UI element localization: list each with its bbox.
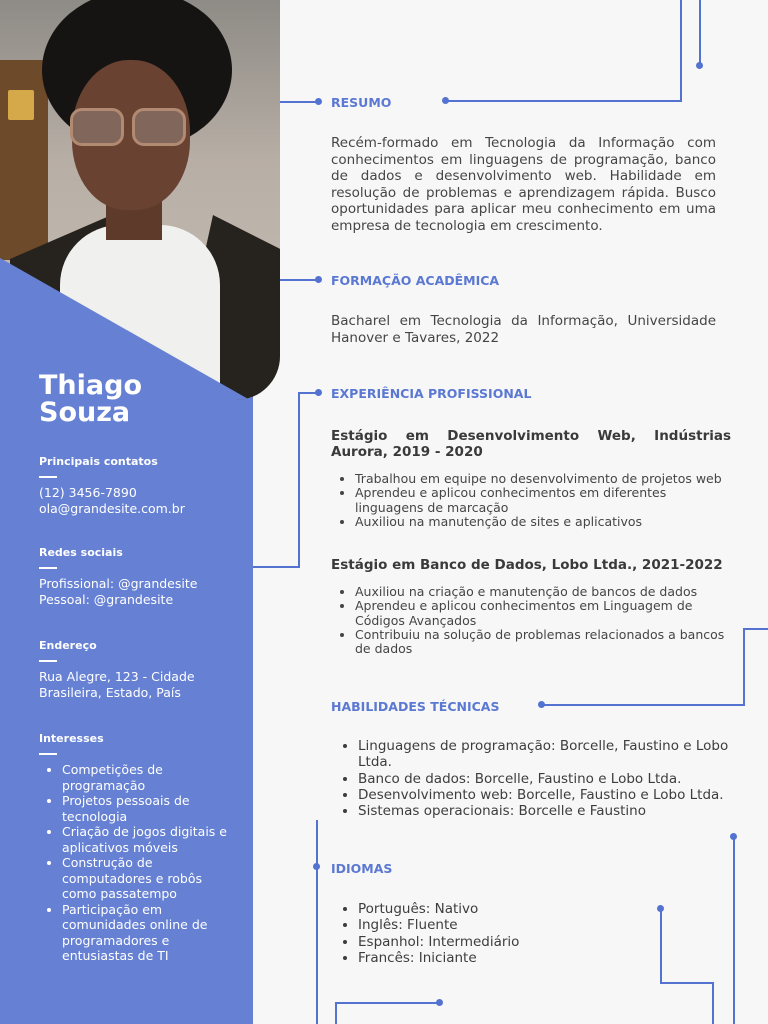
interest-item: • Construção de computadores e robôs como passatempo	[62, 855, 239, 902]
person-name	[39, 372, 239, 426]
job-item: • Contribuiu na solução de problemas relacionados a bancos de dados	[355, 628, 735, 657]
job-2-list	[331, 585, 735, 656]
social-section	[39, 546, 239, 608]
social-professional: Profissional: @grandesite	[39, 576, 198, 591]
address-line-1: Rua Alegre, 123 - Cidade	[39, 669, 195, 684]
education-title: FORMAÇÃO ACADÊMICA	[331, 273, 500, 288]
contacts-rule	[39, 476, 57, 478]
interests-title: Interesses	[39, 732, 104, 745]
language-item: • Espanhol: Intermediário	[358, 934, 638, 950]
language-item: • Francês: Iniciante	[358, 950, 638, 966]
social-title: Redes sociais	[39, 546, 123, 559]
job-item: • Trabalhou em equipe no desenvolvimento de projetos web	[355, 472, 735, 486]
contact-email: ola@grandesite.com.br	[39, 501, 185, 516]
last-name: Souza	[39, 397, 131, 428]
job-title-1: Estágio em Desenvolvimento Web, Indústrias Aurora, 2019 - 2020	[331, 428, 731, 460]
interest-item: • Criação de jogos digitais e aplicativos móveis	[62, 824, 239, 855]
summary-text: Recém-formado em Tecnologia da Informação com conhecimentos em linguagens de programação, banco de dados e desenvolvimento web. Habilidade em resolução de problemas e aprendizagem rápida. Busco oportunidades para aplicar meu conhecimento em uma empresa de tecnologia em crescimento.	[331, 135, 716, 234]
education-text: Bacharel em Tecnologia da Informação, Universidade Hanover e Tavares, 2022	[331, 313, 716, 346]
interest-item: • Competições de programação	[62, 762, 239, 793]
photo-glasses	[68, 108, 186, 144]
social-rule	[39, 567, 57, 569]
social-personal: Pessoal: @grandesite	[39, 592, 174, 607]
profile-photo	[0, 0, 280, 400]
job-item: • Aprendeu e aplicou conhecimentos em diferentes linguagens de marcação	[355, 486, 735, 515]
experience-title: EXPERIÊNCIA PROFISSIONAL	[331, 386, 532, 401]
job-item: • Auxiliou na manutenção de sites e aplicativos	[355, 515, 735, 529]
contacts-section	[39, 455, 239, 517]
skill-item: • Sistemas operacionais: Borcelle e Faustino	[358, 803, 743, 819]
contacts-title: Principais contatos	[39, 455, 158, 468]
interests-list	[39, 762, 239, 964]
job-item: • Aprendeu e aplicou conhecimentos em Linguagem de Códigos Avançados	[355, 599, 735, 628]
interest-item: • Participação em comunidades online de programadores e entusiastas de TI	[62, 902, 239, 964]
languages-title: IDIOMAS	[331, 861, 393, 876]
job-item: • Auxiliou na criação e manutenção de bancos de dados	[355, 585, 735, 599]
address-rule	[39, 660, 57, 662]
interest-item: • Projetos pessoais de tecnologia	[62, 793, 239, 824]
skill-item: • Banco de dados: Borcelle, Faustino e Lobo Ltda.	[358, 771, 743, 787]
skills-title: HABILIDADES TÉCNICAS	[331, 699, 500, 714]
language-item: • Inglês: Fluente	[358, 917, 638, 933]
address-line-2: Brasileira, Estado, País	[39, 685, 181, 700]
skill-item: • Linguagens de programação: Borcelle, Faustino e Lobo Ltda.	[358, 738, 743, 771]
interests-rule	[39, 753, 57, 755]
interests-section	[39, 732, 239, 964]
address-section	[39, 639, 239, 701]
contact-phone: (12) 3456-7890	[39, 485, 137, 500]
first-name: Thiago	[39, 370, 142, 401]
address-title: Endereço	[39, 639, 97, 652]
job-1-list	[331, 472, 735, 529]
skill-item: • Desenvolvimento web: Borcelle, Faustino e Lobo Ltda.	[358, 787, 743, 803]
job-title-2: Estágio em Banco de Dados, Lobo Ltda., 2021-2022	[331, 557, 723, 573]
language-item: • Português: Nativo	[358, 901, 638, 917]
skills-list	[333, 738, 743, 819]
summary-title: RESUMO	[331, 95, 392, 110]
languages-list	[333, 901, 638, 966]
photo-lamp	[8, 90, 34, 120]
